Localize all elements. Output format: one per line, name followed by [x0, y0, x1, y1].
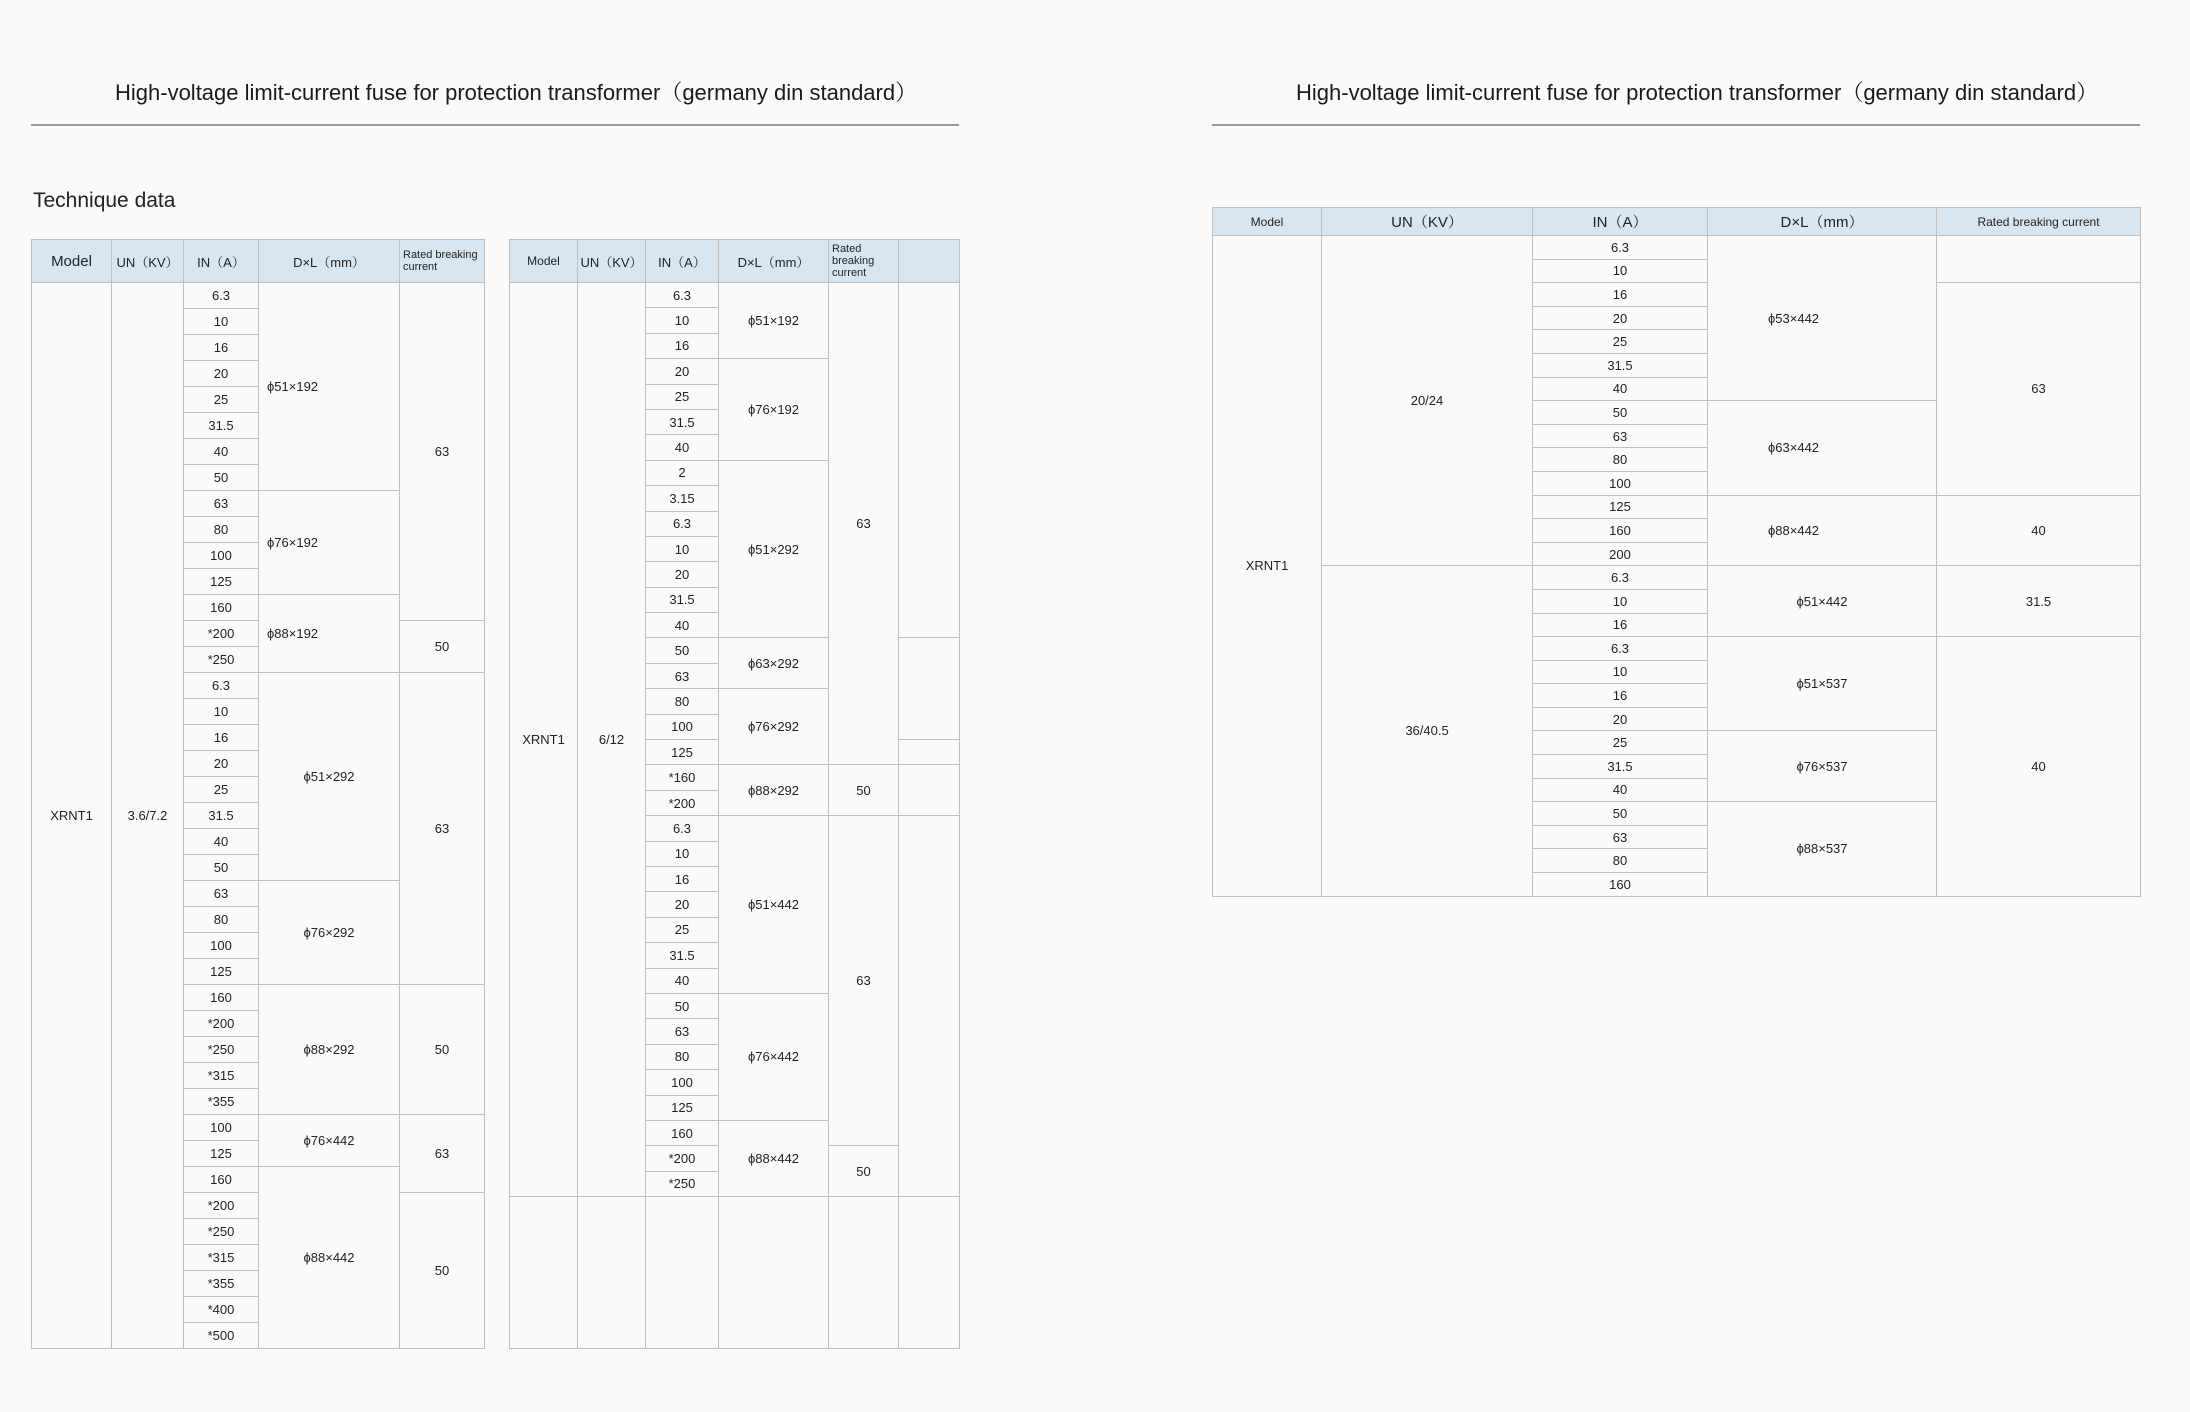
dl-cell: ϕ63×442: [1708, 401, 1937, 495]
rbc-cell: 50: [829, 765, 899, 816]
in-cell: 40: [646, 613, 719, 638]
in-cell: 6.3: [184, 283, 259, 309]
dl-cell: ϕ88×537: [1708, 802, 1937, 896]
in-cell: *250: [184, 1037, 259, 1063]
in-cell: 6.3: [646, 511, 719, 536]
header-un: UN（KV）: [578, 240, 646, 283]
in-cell: 25: [1533, 330, 1708, 354]
dl-cell: ϕ51×192: [719, 283, 829, 359]
blank-cell: [899, 283, 960, 638]
in-cell: *200: [646, 1146, 719, 1171]
in-cell: 6.3: [1533, 637, 1708, 661]
blank-cell: [1937, 236, 2141, 283]
in-cell: 63: [184, 491, 259, 517]
in-cell: 63: [1533, 825, 1708, 849]
in-cell: 40: [646, 968, 719, 993]
in-cell: 80: [646, 689, 719, 714]
in-cell: *315: [184, 1245, 259, 1271]
in-cell: 16: [1533, 613, 1708, 637]
title-rule-right: [1212, 124, 2140, 126]
in-cell: 160: [1533, 519, 1708, 543]
dl-cell: ϕ76×292: [719, 689, 829, 765]
title-rule-left: [31, 124, 959, 126]
in-cell: 10: [646, 308, 719, 333]
in-cell: 20: [646, 359, 719, 384]
in-cell: 63: [646, 663, 719, 688]
un-cell: 36/40.5: [1322, 566, 1533, 896]
blank-cell: [510, 1197, 578, 1349]
rbc-cell: 31.5: [1937, 566, 2141, 637]
in-cell: *200: [184, 621, 259, 647]
model-cell: XRNT1: [510, 283, 578, 1197]
blank-cell: [719, 1197, 829, 1349]
in-cell: 31.5: [1533, 755, 1708, 779]
un-cell: 6/12: [578, 283, 646, 1197]
in-cell: 20: [184, 751, 259, 777]
header-un: UN（KV）: [1322, 208, 1533, 236]
rbc-cell: 50: [829, 1146, 899, 1197]
dl-cell: ϕ88×442: [1708, 495, 1937, 566]
dl-cell: ϕ88×192: [259, 595, 400, 673]
in-cell: 31.5: [646, 943, 719, 968]
in-cell: 6.3: [1533, 236, 1708, 260]
in-cell: *250: [184, 647, 259, 673]
in-cell: 6.3: [184, 673, 259, 699]
header-empty: [899, 240, 960, 283]
in-cell: 160: [184, 985, 259, 1011]
in-cell: *200: [646, 790, 719, 815]
header-in: IN（A）: [646, 240, 719, 283]
in-cell: 31.5: [1533, 353, 1708, 377]
in-cell: 50: [1533, 802, 1708, 826]
dl-cell: ϕ76×292: [259, 881, 400, 985]
blank-cell: [899, 816, 960, 1197]
fuse-table-1: [31, 239, 485, 1349]
section-title: Technique data: [33, 189, 176, 212]
in-cell: 40: [1533, 377, 1708, 401]
dl-cell: ϕ51×292: [719, 460, 829, 638]
dl-cell: ϕ76×192: [719, 359, 829, 461]
dl-cell: ϕ88×442: [719, 1120, 829, 1196]
dl-cell: ϕ88×292: [719, 765, 829, 816]
in-cell: 40: [184, 439, 259, 465]
blank-cell: [829, 1197, 899, 1349]
in-cell: 63: [184, 881, 259, 907]
header-dl: D×L（mm）: [259, 240, 400, 283]
header-rated-breaking-current: Rated breaking current: [829, 240, 899, 283]
blank-cell: [899, 740, 960, 765]
rbc-cell: 63: [400, 1115, 485, 1193]
in-cell: 10: [184, 699, 259, 725]
in-cell: 100: [1533, 471, 1708, 495]
dl-cell: ϕ76×442: [719, 993, 829, 1120]
in-cell: 80: [1533, 448, 1708, 472]
dl-cell: ϕ76×537: [1708, 731, 1937, 802]
in-cell: 50: [1533, 401, 1708, 425]
in-cell: 31.5: [184, 413, 259, 439]
header-in: IN（A）: [184, 240, 259, 283]
in-cell: 16: [184, 725, 259, 751]
in-cell: 20: [646, 562, 719, 587]
dl-cell: ϕ63×292: [719, 638, 829, 689]
in-cell: 63: [646, 1019, 719, 1044]
rbc-cell: 63: [1937, 283, 2141, 495]
in-cell: 16: [184, 335, 259, 361]
in-cell: *355: [184, 1089, 259, 1115]
in-cell: 125: [184, 569, 259, 595]
in-cell: 25: [184, 777, 259, 803]
fuse-table-2: [509, 239, 960, 1349]
in-cell: 125: [184, 959, 259, 985]
page-title-left: High-voltage limit-current fuse for protection transformer（germany din standard）: [115, 80, 918, 105]
un-cell: 20/24: [1322, 236, 1533, 566]
in-cell: *200: [184, 1193, 259, 1219]
in-cell: 200: [1533, 542, 1708, 566]
in-cell: *160: [646, 765, 719, 790]
blank-cell: [578, 1197, 646, 1349]
header-in: IN（A）: [1533, 208, 1708, 236]
blank-cell: [899, 1197, 960, 1349]
header-model: Model: [510, 240, 578, 283]
in-cell: 100: [646, 714, 719, 739]
dl-cell: ϕ51×192: [259, 283, 400, 491]
rbc-cell: 63: [400, 673, 485, 985]
rbc-cell: 50: [400, 621, 485, 673]
in-cell: *500: [184, 1323, 259, 1349]
model-cell: XRNT1: [1213, 236, 1322, 897]
in-cell: 50: [646, 993, 719, 1018]
in-cell: *250: [646, 1171, 719, 1196]
dl-cell: ϕ53×442: [1708, 236, 1937, 401]
in-cell: 25: [646, 917, 719, 942]
in-cell: 160: [1533, 873, 1708, 897]
dl-cell: ϕ76×442: [259, 1115, 400, 1167]
in-cell: 16: [1533, 283, 1708, 307]
dl-cell: ϕ51×442: [719, 816, 829, 994]
in-cell: 80: [646, 1044, 719, 1069]
header-un: UN（KV）: [112, 240, 184, 283]
header-dl: D×L（mm）: [1708, 208, 1937, 236]
rbc-cell: 50: [400, 1193, 485, 1349]
in-cell: 125: [646, 1095, 719, 1120]
page-title-right: High-voltage limit-current fuse for protection transformer（germany din standard）: [1296, 80, 2099, 105]
in-cell: 25: [184, 387, 259, 413]
in-cell: 50: [184, 855, 259, 881]
dl-cell: ϕ88×442: [259, 1167, 400, 1349]
in-cell: 3.15: [646, 486, 719, 511]
in-cell: 6.3: [646, 283, 719, 308]
rbc-cell: 40: [1937, 637, 2141, 897]
rbc-cell: 63: [829, 283, 899, 765]
in-cell: 80: [1533, 849, 1708, 873]
in-cell: 16: [646, 333, 719, 358]
in-cell: 100: [184, 543, 259, 569]
in-cell: 16: [1533, 684, 1708, 708]
in-cell: 10: [1533, 589, 1708, 613]
rbc-cell: 63: [829, 816, 899, 1146]
in-cell: 20: [646, 892, 719, 917]
in-cell: 160: [646, 1120, 719, 1145]
in-cell: 125: [646, 740, 719, 765]
in-cell: 10: [646, 841, 719, 866]
in-cell: 6.3: [646, 816, 719, 841]
in-cell: 40: [646, 435, 719, 460]
in-cell: 2: [646, 460, 719, 485]
in-cell: *250: [184, 1219, 259, 1245]
in-cell: 125: [184, 1141, 259, 1167]
in-cell: 31.5: [646, 587, 719, 612]
in-cell: 125: [1533, 495, 1708, 519]
in-cell: 40: [184, 829, 259, 855]
in-cell: 100: [646, 1070, 719, 1095]
in-cell: 20: [1533, 707, 1708, 731]
header-dl: D×L（mm）: [719, 240, 829, 283]
blank-cell: [899, 638, 960, 740]
in-cell: 6.3: [1533, 566, 1708, 590]
in-cell: 100: [184, 1115, 259, 1141]
in-cell: 50: [646, 638, 719, 663]
header-model: Model: [32, 240, 112, 283]
in-cell: *400: [184, 1297, 259, 1323]
in-cell: 63: [1533, 424, 1708, 448]
dl-cell: ϕ51×537: [1708, 637, 1937, 731]
dl-cell: ϕ76×192: [259, 491, 400, 595]
in-cell: 160: [184, 1167, 259, 1193]
rbc-cell: 40: [1937, 495, 2141, 566]
dl-cell: ϕ51×292: [259, 673, 400, 881]
in-cell: *200: [184, 1011, 259, 1037]
header-rated-breaking-current: Rated breaking current: [400, 240, 485, 283]
blank-cell: [646, 1197, 719, 1349]
in-cell: 100: [184, 933, 259, 959]
in-cell: 10: [184, 309, 259, 335]
rbc-cell: 63: [400, 283, 485, 621]
in-cell: 10: [1533, 660, 1708, 684]
in-cell: 80: [184, 907, 259, 933]
in-cell: 20: [184, 361, 259, 387]
in-cell: 40: [1533, 778, 1708, 802]
in-cell: 160: [184, 595, 259, 621]
rbc-cell: 50: [400, 985, 485, 1115]
blank-cell: [899, 765, 960, 816]
un-cell: 3.6/7.2: [112, 283, 184, 1349]
dl-cell: ϕ88×292: [259, 985, 400, 1115]
in-cell: 25: [646, 384, 719, 409]
in-cell: 25: [1533, 731, 1708, 755]
in-cell: 31.5: [184, 803, 259, 829]
in-cell: 16: [646, 866, 719, 891]
fuse-table-3: [1212, 207, 2141, 897]
in-cell: 31.5: [646, 409, 719, 434]
header-rated-breaking-current: Rated breaking current: [1937, 208, 2141, 236]
model-cell: XRNT1: [32, 283, 112, 1349]
in-cell: 20: [1533, 306, 1708, 330]
in-cell: 10: [646, 536, 719, 561]
in-cell: 80: [184, 517, 259, 543]
in-cell: 50: [184, 465, 259, 491]
in-cell: *315: [184, 1063, 259, 1089]
in-cell: 10: [1533, 259, 1708, 283]
header-model: Model: [1213, 208, 1322, 236]
in-cell: *355: [184, 1271, 259, 1297]
dl-cell: ϕ51×442: [1708, 566, 1937, 637]
